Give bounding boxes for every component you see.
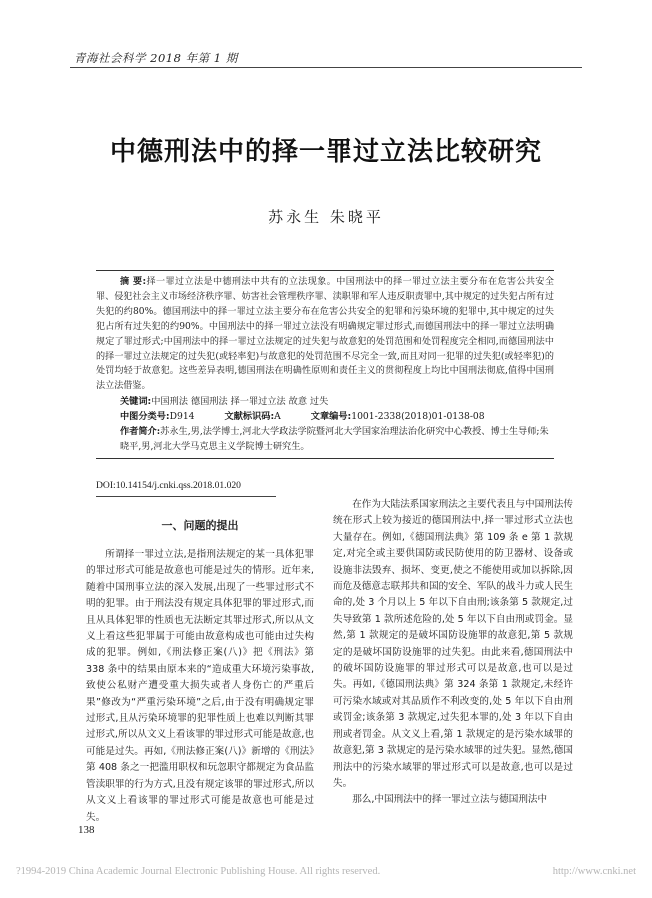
page-number: 138 xyxy=(78,824,95,836)
keywords-value: 中国刑法 德国刑法 择一罪过立法 故意 过失 xyxy=(151,396,329,408)
article-number-label: 文章编号: xyxy=(310,411,352,423)
copyright-footer xyxy=(16,866,636,877)
author-bio-text: 苏永生,男,法学博士,河北大学政法学院暨河北大学国家治理法治化研究中心教授、博士生导师;朱晓平,男,河北大学马克思主义学院博士研究生。 xyxy=(120,426,549,453)
doi-line[interactable]: DOI:10.14154/j.cnki.qss.2018.01.020 xyxy=(96,480,241,491)
cnki-link[interactable]: http://www.cnki.net xyxy=(552,866,636,877)
body-paragraph: 所谓择一罪过立法,是指刑法规定的某一具体犯罪的罪过形式可能是故意也可能是过失的情形。近年来,随着中国刑事立法的深入发展,出现了一些罪过形式不明的犯罪。由于刑法没有规定具体犯罪的罪过形式,而且从具体犯罪的性质也无法断定其罪过形式,所以从文义上看这些犯罪属于可能由故意构成也可能由过失构成的犯罪。例如,《刑法修正案(八)》把《刑法》第 338 条中的结果由原本来的“造成重大环境污染事故,致使公私财产遭受重大损失或者人身伤亡的严重后果”修改为“严重污染环境”之后,由于没有明确规定罪过形式,且从污染环境罪的犯罪性质上也难以判断其罪过形式,所以从文义上看该罪的罪过形式可能是故意,也可能是过失。再如,《刑法修正案(八)》新增的《刑法》第 408 条之一把滥用职权和玩忽职守都规定为食品监管渎职罪的行为方式,且没有规定该罪的罪过形式,所以从文义上看该罪的罪过形式可能是故意也可能是过失。 xyxy=(86,549,314,823)
body-paragraph: 那么,中国刑法中的择一罪过立法与德国刑法中 xyxy=(352,794,548,806)
author-bio-line xyxy=(120,424,554,454)
author-names: 苏永生 朱晓平 xyxy=(268,208,384,226)
keywords-label: 关键词: xyxy=(120,396,152,408)
author-bio-label: 作者简介: xyxy=(120,426,161,438)
clc-value: D914 xyxy=(169,411,195,423)
abstract-paragraph xyxy=(96,275,554,394)
clc-label: 中图分类号: xyxy=(120,411,170,423)
running-head: 青海社会科学 2018 年第 1 期 xyxy=(74,51,238,65)
header-rule xyxy=(70,67,582,68)
abstract-label: 摘 要: xyxy=(120,277,147,287)
article-number-value: 1001-2338(2018)01-0138-08 xyxy=(351,411,485,423)
classification-line xyxy=(120,409,554,424)
abstract-bottom-rule xyxy=(96,458,554,459)
article-title: 中德刑法中的择一罪过立法比较研究 xyxy=(109,137,542,167)
keywords-line xyxy=(120,394,554,409)
left-column xyxy=(86,547,314,826)
right-column xyxy=(333,497,573,809)
doi-rule xyxy=(96,496,276,497)
doc-code-label: 文献标识码: xyxy=(224,411,275,423)
copyright-text: ?1994-2019 China Academic Journal Electronic Publishing House. All rights reserved. xyxy=(16,866,381,877)
doc-code-value: A xyxy=(274,411,281,423)
section-heading: 一、问题的提出 xyxy=(161,519,239,532)
body-paragraph: 在作为大陆法系国家刑法之主要代表且与中国刑法传统在形式上较为接近的德国刑法中,择一罪过形式立法也大量存在。例如,《德国刑法典》第 109 条 e 第 1 款规定,对完全或主要供国防或民防使用的防卫器材、设备或设施非法毁弃、损坏、变更,使之不能使用或加以拆除,因而危及德意志联邦共和国的安全、军队的战斗力或人民生命的,处 3 个月以上 5 年以下自由刑;该条第 5 款规定,过失导致第 1 款所述危险的,处 5 年以下自由刑或罚金。显然,第 1 款规定的是破坏国防设施罪的故意犯,第 5 款规定的是破坏国防设施罪的过失犯。由此来看,德国刑法中的破坏国防设施罪的罪过形式可以是故意,也可以是过失。再如,《德国刑法典》第 324 条第 1 款规定,未经许可污染水域或对其品质作不利改变的,处 5 年以下自由刑或罚金;该条第 3 款规定,过失犯本罪的,处 3 年以下自由刑或者罚金。从文义上看,第 1 款规定的是污染水域罪的故意犯,第 3 款规定的是污染水域罪的过失犯。显然,德国刑法中的污染水域罪的罪过形式可以是故意,也可以是过失。 xyxy=(333,499,573,789)
abstract-block xyxy=(96,270,554,459)
abstract-body: 择一罪过立法是中德刑法中共有的立法现象。中国刑法中的择一罪过立法主要分布在危害公共安全罪、侵犯社会主义市场经济秩序罪、妨害社会管理秩序罪、渎职罪和军人违反职责罪中,其中规定的过失犯占所有过失犯的约80%。德国刑法中的择一罪过立法主要分布在危害公共安全的犯罪和污染环境的犯罪中,其中规定的过失犯占所有过失犯的约90%。中国刑法中的择一罪过立法没有明确规定罪过形式,而德国刑法中的择一罪过立法明确规定了罪过形式;中国刑法中的择一罪过立法规定的过失犯与故意犯的处罚范围和处罚程度完全相同,而德国刑法中的择一罪过立法规定的过失犯(或轻率犯)与故意犯的处罚范围不尽完全一致,而且对同一犯罪的过失犯(或轻率犯)的处罚均轻于故意犯。这些差异表明,德国刑法在明确性原则和责任主义的贯彻程度上均比中国刑法彻底,值得中国刑法立法借鉴。 xyxy=(96,277,554,392)
abstract-top-rule xyxy=(96,270,554,271)
